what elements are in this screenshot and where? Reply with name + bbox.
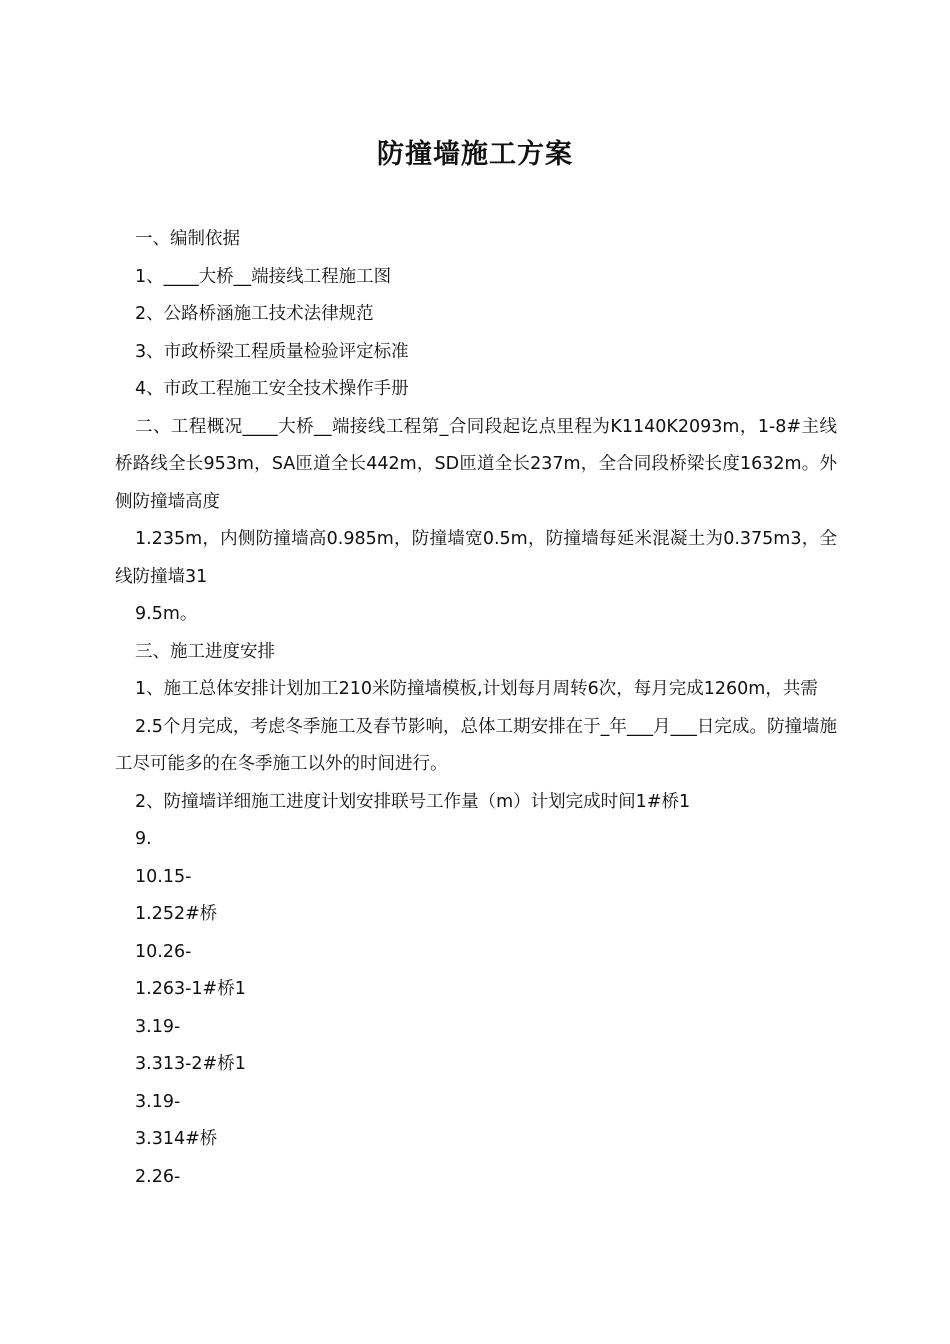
schedule-line: 2.26- bbox=[135, 1166, 181, 1187]
section-heading: 三、施工进度安排 bbox=[135, 641, 275, 662]
schedule-line: 3.314#桥 bbox=[135, 1129, 218, 1149]
schedule-line: 1.252#桥 bbox=[135, 904, 218, 924]
list-item: 3、市政桥梁工程质量检验评定标准 bbox=[135, 341, 409, 362]
list-item: 1、____大桥__端接线工程施工图 bbox=[135, 266, 392, 287]
paragraph: 1.235m，内侧防撞墙高0.985m，防撞墙宽0.5m，防撞墙每延米混凝土为0.375m3，全线防撞墙31 bbox=[115, 529, 837, 587]
list-item: 2、公路桥涵施工技术法律规范 bbox=[135, 304, 374, 324]
section-heading: 一、编制依据 bbox=[135, 229, 240, 249]
list-item: 4、市政工程施工安全技术操作手册 bbox=[135, 379, 409, 399]
schedule-line: 3.19- bbox=[135, 1091, 181, 1112]
schedule-line: 3.313-2#桥1 bbox=[135, 1054, 246, 1074]
schedule-line: 3.19- bbox=[135, 1016, 181, 1037]
schedule-line: 9. bbox=[135, 829, 152, 849]
schedule-line: 1.263-1#桥1 bbox=[135, 979, 246, 999]
paragraph: 2、防撞墙详细施工进度计划安排联号工作量（m）计划完成时间1#桥1 bbox=[135, 791, 691, 812]
paragraph: 2.5个月完成，考虑冬季施工及春节影响，总体工期安排在于_年___月___日完成。防撞墙施工尽可能多的在冬季施工以外的时间进行。 bbox=[115, 716, 837, 774]
document-title: 防撞墙施工方案 bbox=[377, 139, 573, 170]
document-body bbox=[115, 221, 837, 1196]
paragraph: 1、施工总体安排计划加工210米防撞墙模板,计划每月周转6次，每月完成1260m，共需 bbox=[135, 679, 818, 699]
schedule-line: 10.15- bbox=[135, 866, 192, 887]
paragraph: 9.5m。 bbox=[135, 604, 198, 624]
paragraph: 二、工程概况____大桥__端接线工程第_合同段起讫点里程为K1140K2093m，1-8#主线桥路线全长953m，SA匝道全长442m，SD匝道全长237m，全合同段桥梁长度1632m。外侧防撞墙高度 bbox=[115, 416, 837, 512]
schedule-line: 10.26- bbox=[135, 941, 192, 962]
